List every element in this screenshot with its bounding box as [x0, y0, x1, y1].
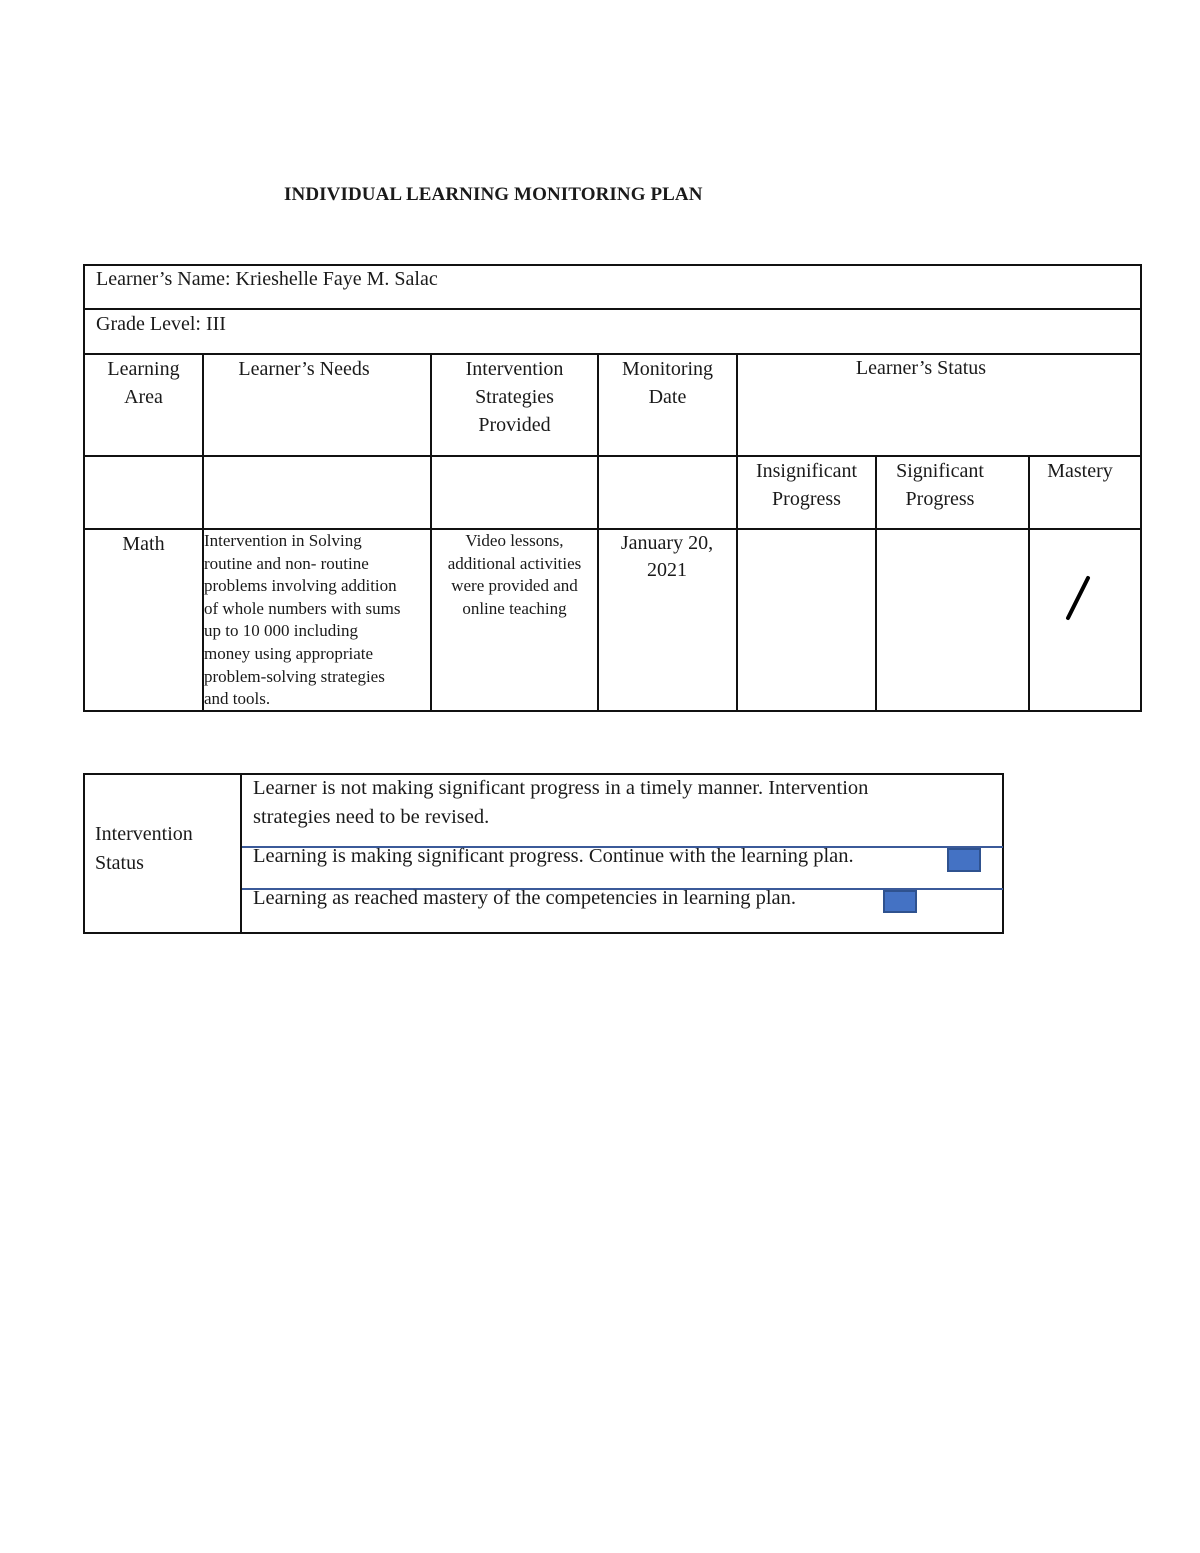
mastery-checkbox[interactable]	[883, 890, 917, 913]
intervention-status-label: Intervention Status	[95, 823, 193, 874]
header-significant-progress: Significant Progress	[896, 460, 984, 510]
column-divider	[1028, 455, 1030, 712]
mastery-check-mark-icon	[1060, 574, 1096, 622]
column-divider	[240, 773, 242, 934]
header-monitoring-date: Monitoring Date	[621, 358, 714, 408]
cell-learning-area: Math	[122, 533, 165, 555]
row-divider	[83, 308, 1142, 310]
header-learning-area: Learning Area	[107, 358, 180, 408]
significant-progress-checkbox[interactable]	[947, 848, 981, 872]
cell-intervention-strategies: Video lessons, additional activities were provided and online teaching	[447, 531, 582, 618]
header-mastery: Mastery	[1047, 460, 1113, 482]
status-option-significant: Learning is making significant progress. Continue with the learning plan.	[253, 845, 854, 867]
grade-level: Grade Level: III	[96, 313, 226, 335]
header-insignificant-progress: Insignificant Progress	[755, 460, 858, 510]
cell-monitoring-date: January 20, 2021	[620, 532, 714, 581]
header-learners-status: Learner’s Status	[855, 357, 987, 379]
status-option-mastery: Learning as reached mastery of the competencies in learning plan.	[253, 887, 797, 909]
cell-learners-needs: Intervention in Solving routine and non- routine problems involving addition of whole numbers with sums up to 10 000 including money using appropriate problem-solving strategies and tools.	[204, 531, 401, 709]
learner-name: Learner’s Name: Krieshelle Faye M. Salac	[96, 268, 438, 290]
header-learners-needs: Learner’s Needs	[238, 358, 370, 380]
status-option-not-significant: Learner is not making significant progress in a timely manner. Intervention strategies need to be revised.	[253, 777, 869, 828]
column-divider	[736, 353, 738, 712]
document-title: INDIVIDUAL LEARNING MONITORING PLAN	[284, 184, 703, 205]
header-intervention-strategies: Intervention Strategies Provided	[465, 358, 564, 436]
